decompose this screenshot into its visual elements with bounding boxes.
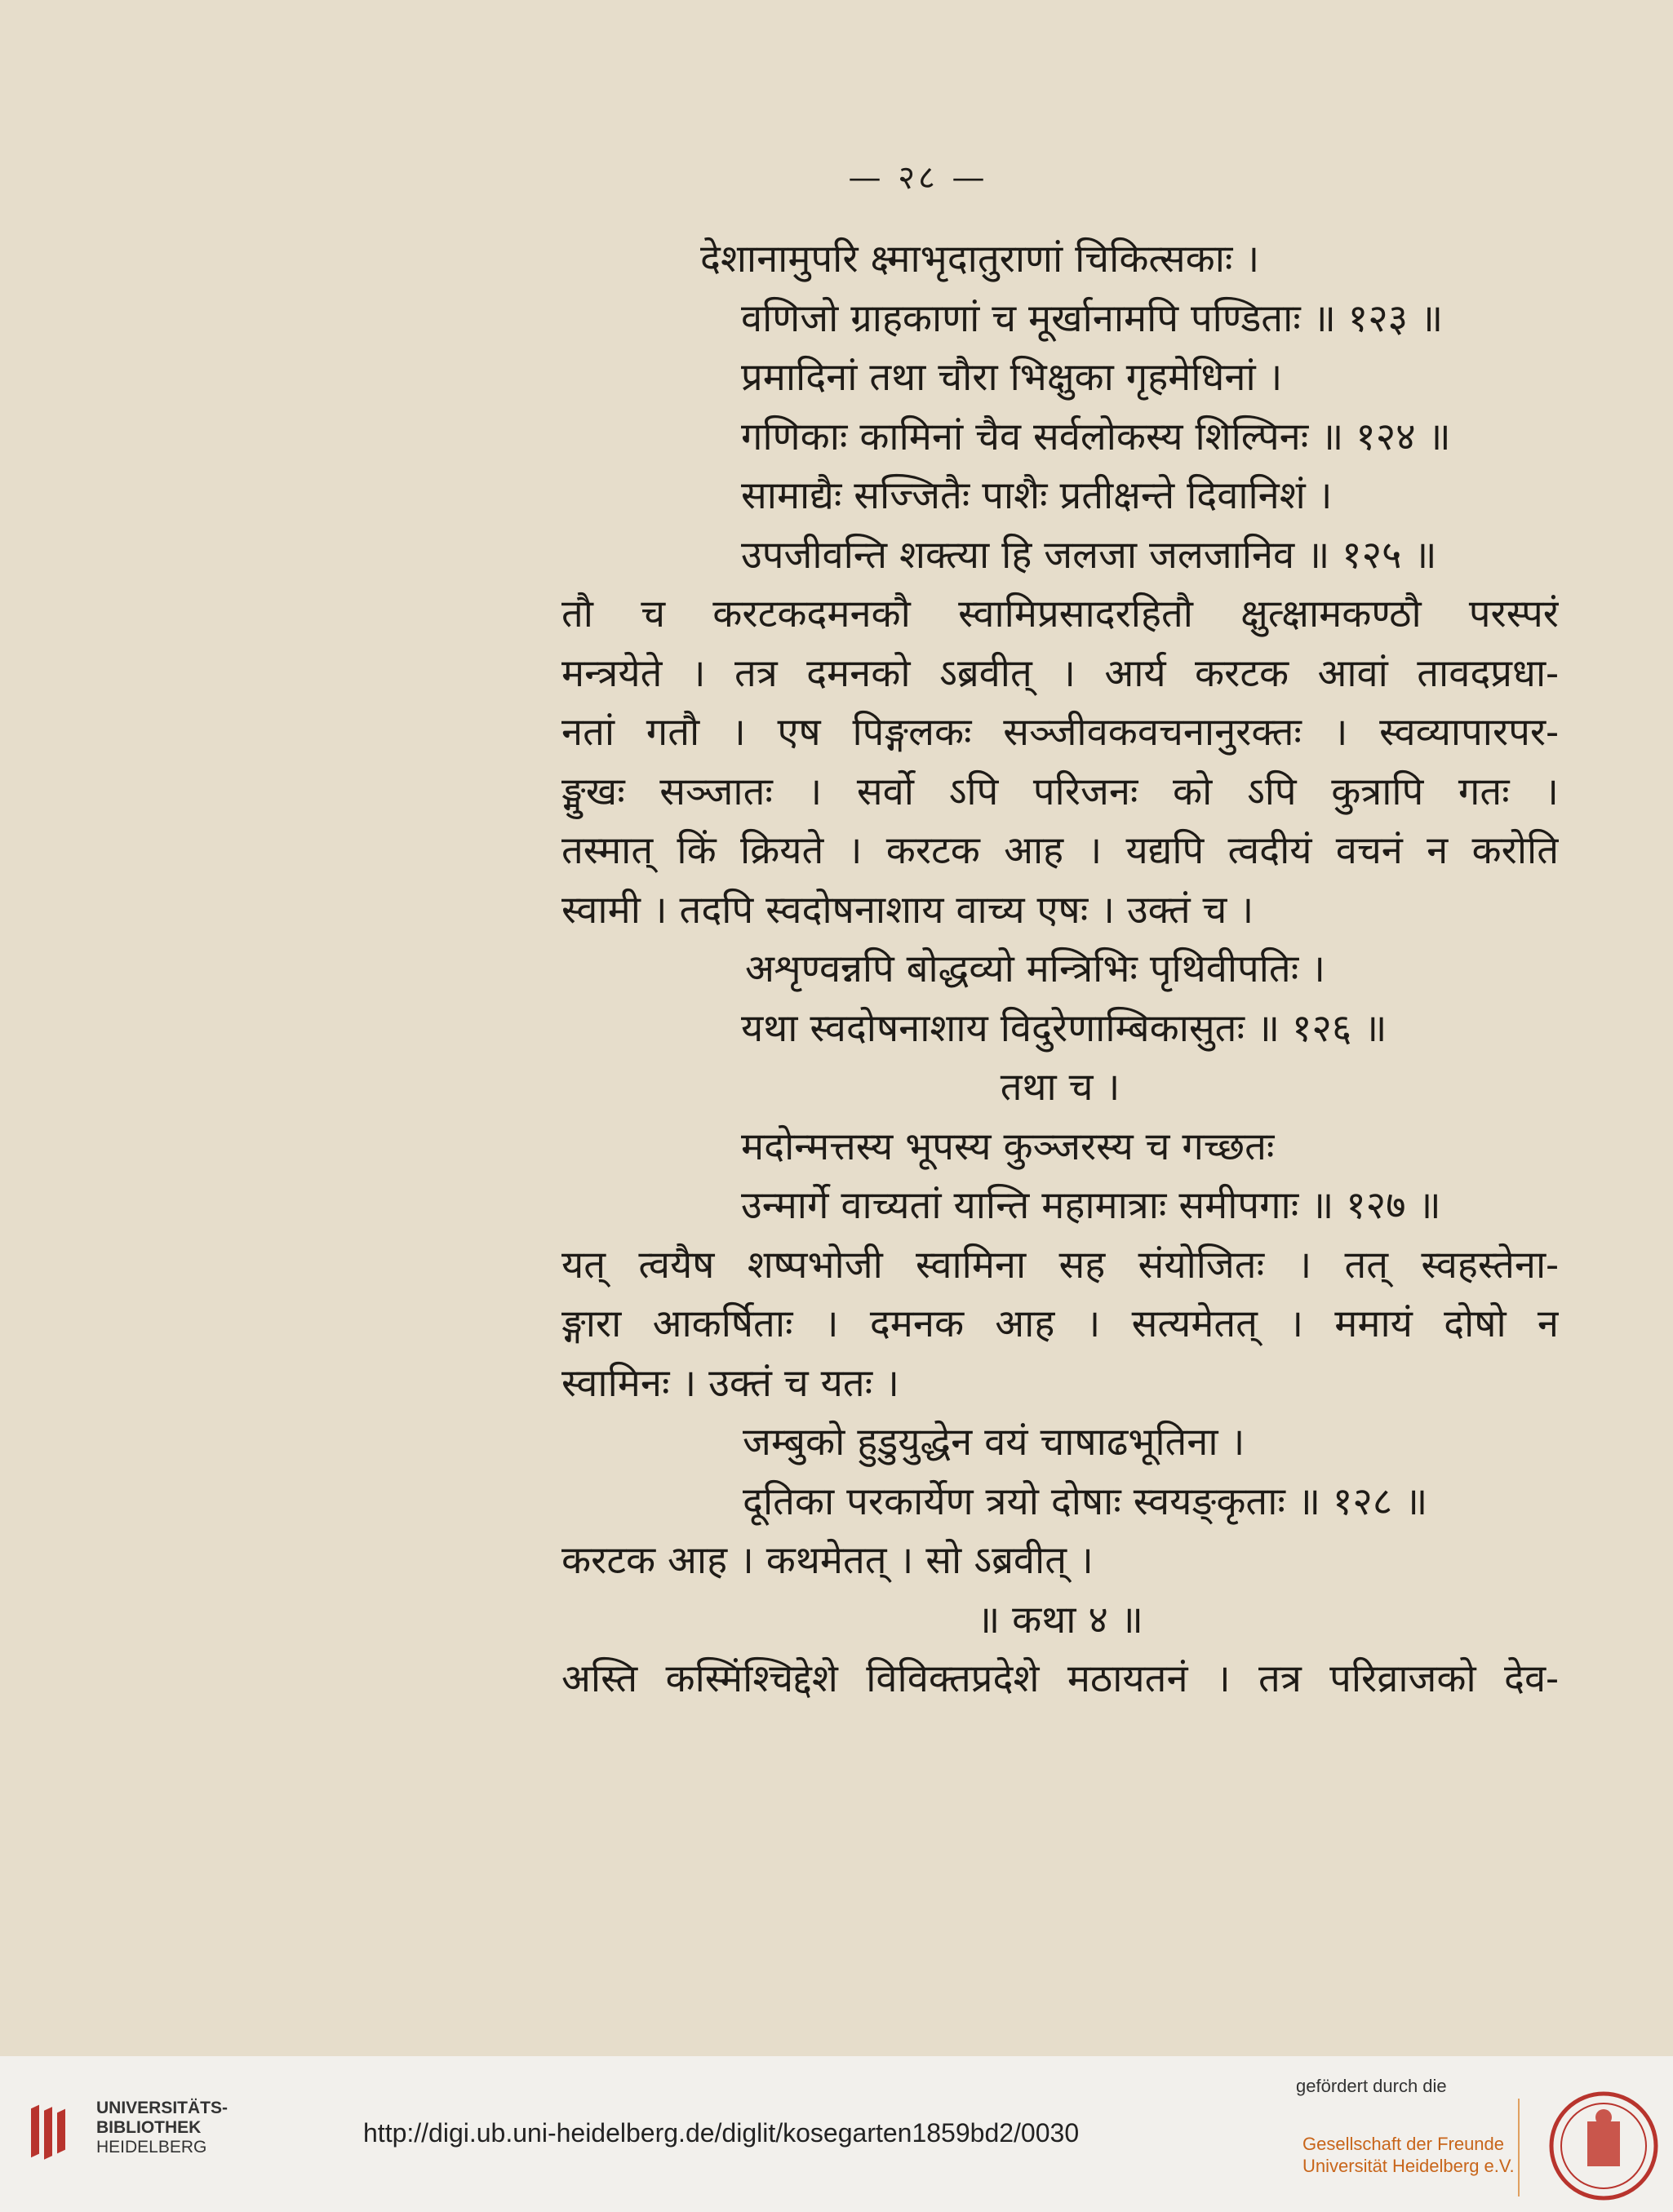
text-line: स्वामिनः । उक्तं च यतः । [561,1360,899,1406]
library-name-line2: BIBLIOTHEK [96,2118,202,2137]
text-line: ॥ कथा ४ ॥ [977,1597,1143,1642]
university-seal-icon [1547,2089,1661,2203]
text-line: वणिजो ग्राहकाणां च मूर्खानामपि पण्डिताः ॥ १२३ ॥ [741,295,1444,341]
text-line: यथा स्वदोषनाशाय विदुरेणाम्बिकासुतः ॥ १२६ ॥ [741,1005,1387,1051]
text-line: तथा च । [1000,1065,1121,1110]
text-line: यत् त्वयैष शष्पभोजी स्वामिना सह संयोजितः । तत् स्वहस्तेना- [561,1242,1559,1288]
society-name-line2: Universität Heidelberg e.V. [1302,2156,1515,2176]
page-number: — २८ — [848,159,988,197]
text-line: प्रमादिनां तथा चौरा भिक्षुका गृहमेधिनां । [741,355,1283,400]
text-line: दूतिका परकार्येण त्रयो दोषाः स्वयङ्कृताः ॥ १२८ ॥ [743,1478,1428,1524]
text-line: उपजीवन्ति शक्त्या हि जलजा जलजानिव ॥ १२५ ॥ [741,532,1437,578]
text-line: सामाद्यैः सज्जितैः पाशैः प्रतीक्षन्ते दिवानिशं । [741,473,1333,518]
text-line: स्वामी । तदपि स्वदोषनाशाय वाच्य एषः । उक्तं च । [561,887,1254,933]
text-line: जम्बुको हुडुयुद्धेन वयं चाषाढभूतिना । [743,1420,1245,1465]
text-line: देशानामुपरि क्ष्माभृदातुराणां चिकित्सकाः । [700,237,1260,281]
text-line: नतां गतौ । एष पिङ्गलकः सञ्जीवकवचनानुरक्तः । स्वव्यापारपर- [561,710,1559,755]
text-line: मदोन्मत्तस्य भूपस्य कुञ्जरस्य च गच्छतः [741,1124,1275,1169]
library-name-line1: UNIVERSITÄTS- [96,2099,229,2117]
footer-divider [1518,2099,1520,2196]
text-line: मन्त्रयेते । तत्र दमनको ऽब्रवीत् । आर्य करटक आवां तावदप्रधा- [561,650,1559,696]
text-line: ङ्गारा आकर्षिताः । दमनक आह । सत्यमेतत् । ममायं दोषो न [561,1301,1559,1346]
library-logo-icon [24,2095,90,2169]
society-name [1302,2133,1515,2177]
text-line: करटक आह । कथमेतत् । सो ऽब्रवीत् । [561,1538,1094,1583]
library-name-line3: HEIDELBERG [96,2138,207,2157]
footer-bar [0,2056,1673,2212]
text-line: ङ्मुखः सञ्जातः । सर्वो ऽपि परिजनः को ऽपि कुत्रापि गतः । [561,769,1559,814]
text-line: तस्मात् किं क्रियते । करटक आह । यद्यपि त्वदीयं वचनं न करोति [561,828,1559,873]
text-line: तौ च करटकदमनकौ स्वामिप्रसादरहितौ क्षुत्क्षामकण्ठौ परस्परं [561,592,1559,636]
funded-by-label: gefördert durch die [1296,2076,1447,2096]
library-name [96,2099,228,2157]
text-line: अशृण्वन्नपि बोद्धव्यो मन्त्रिभिः पृथिवीपतिः । [745,946,1325,991]
permalink-url[interactable]: http://digi.ub.uni-heidelberg.de/diglit/kosegarten1859bd2/0030 [363,2118,1080,2148]
text-line: अस्ति कस्मिंश्चिद्देशे विविक्तप्रदेशे मठायतनं । तत्र परिव्राजको देव- [561,1656,1559,1701]
text-line: उन्मार्गे वाच्यतां यान्ति महामात्राः समीपगाः ॥ १२७ ॥ [741,1183,1441,1228]
society-name-line1: Gesellschaft der Freunde [1302,2134,1505,2154]
sanskrit-text-block [561,230,1559,1709]
text-line: गणिकाः कामिनां चैव सर्वलोकस्य शिल्पिनः ॥ १२४ ॥ [741,414,1451,459]
